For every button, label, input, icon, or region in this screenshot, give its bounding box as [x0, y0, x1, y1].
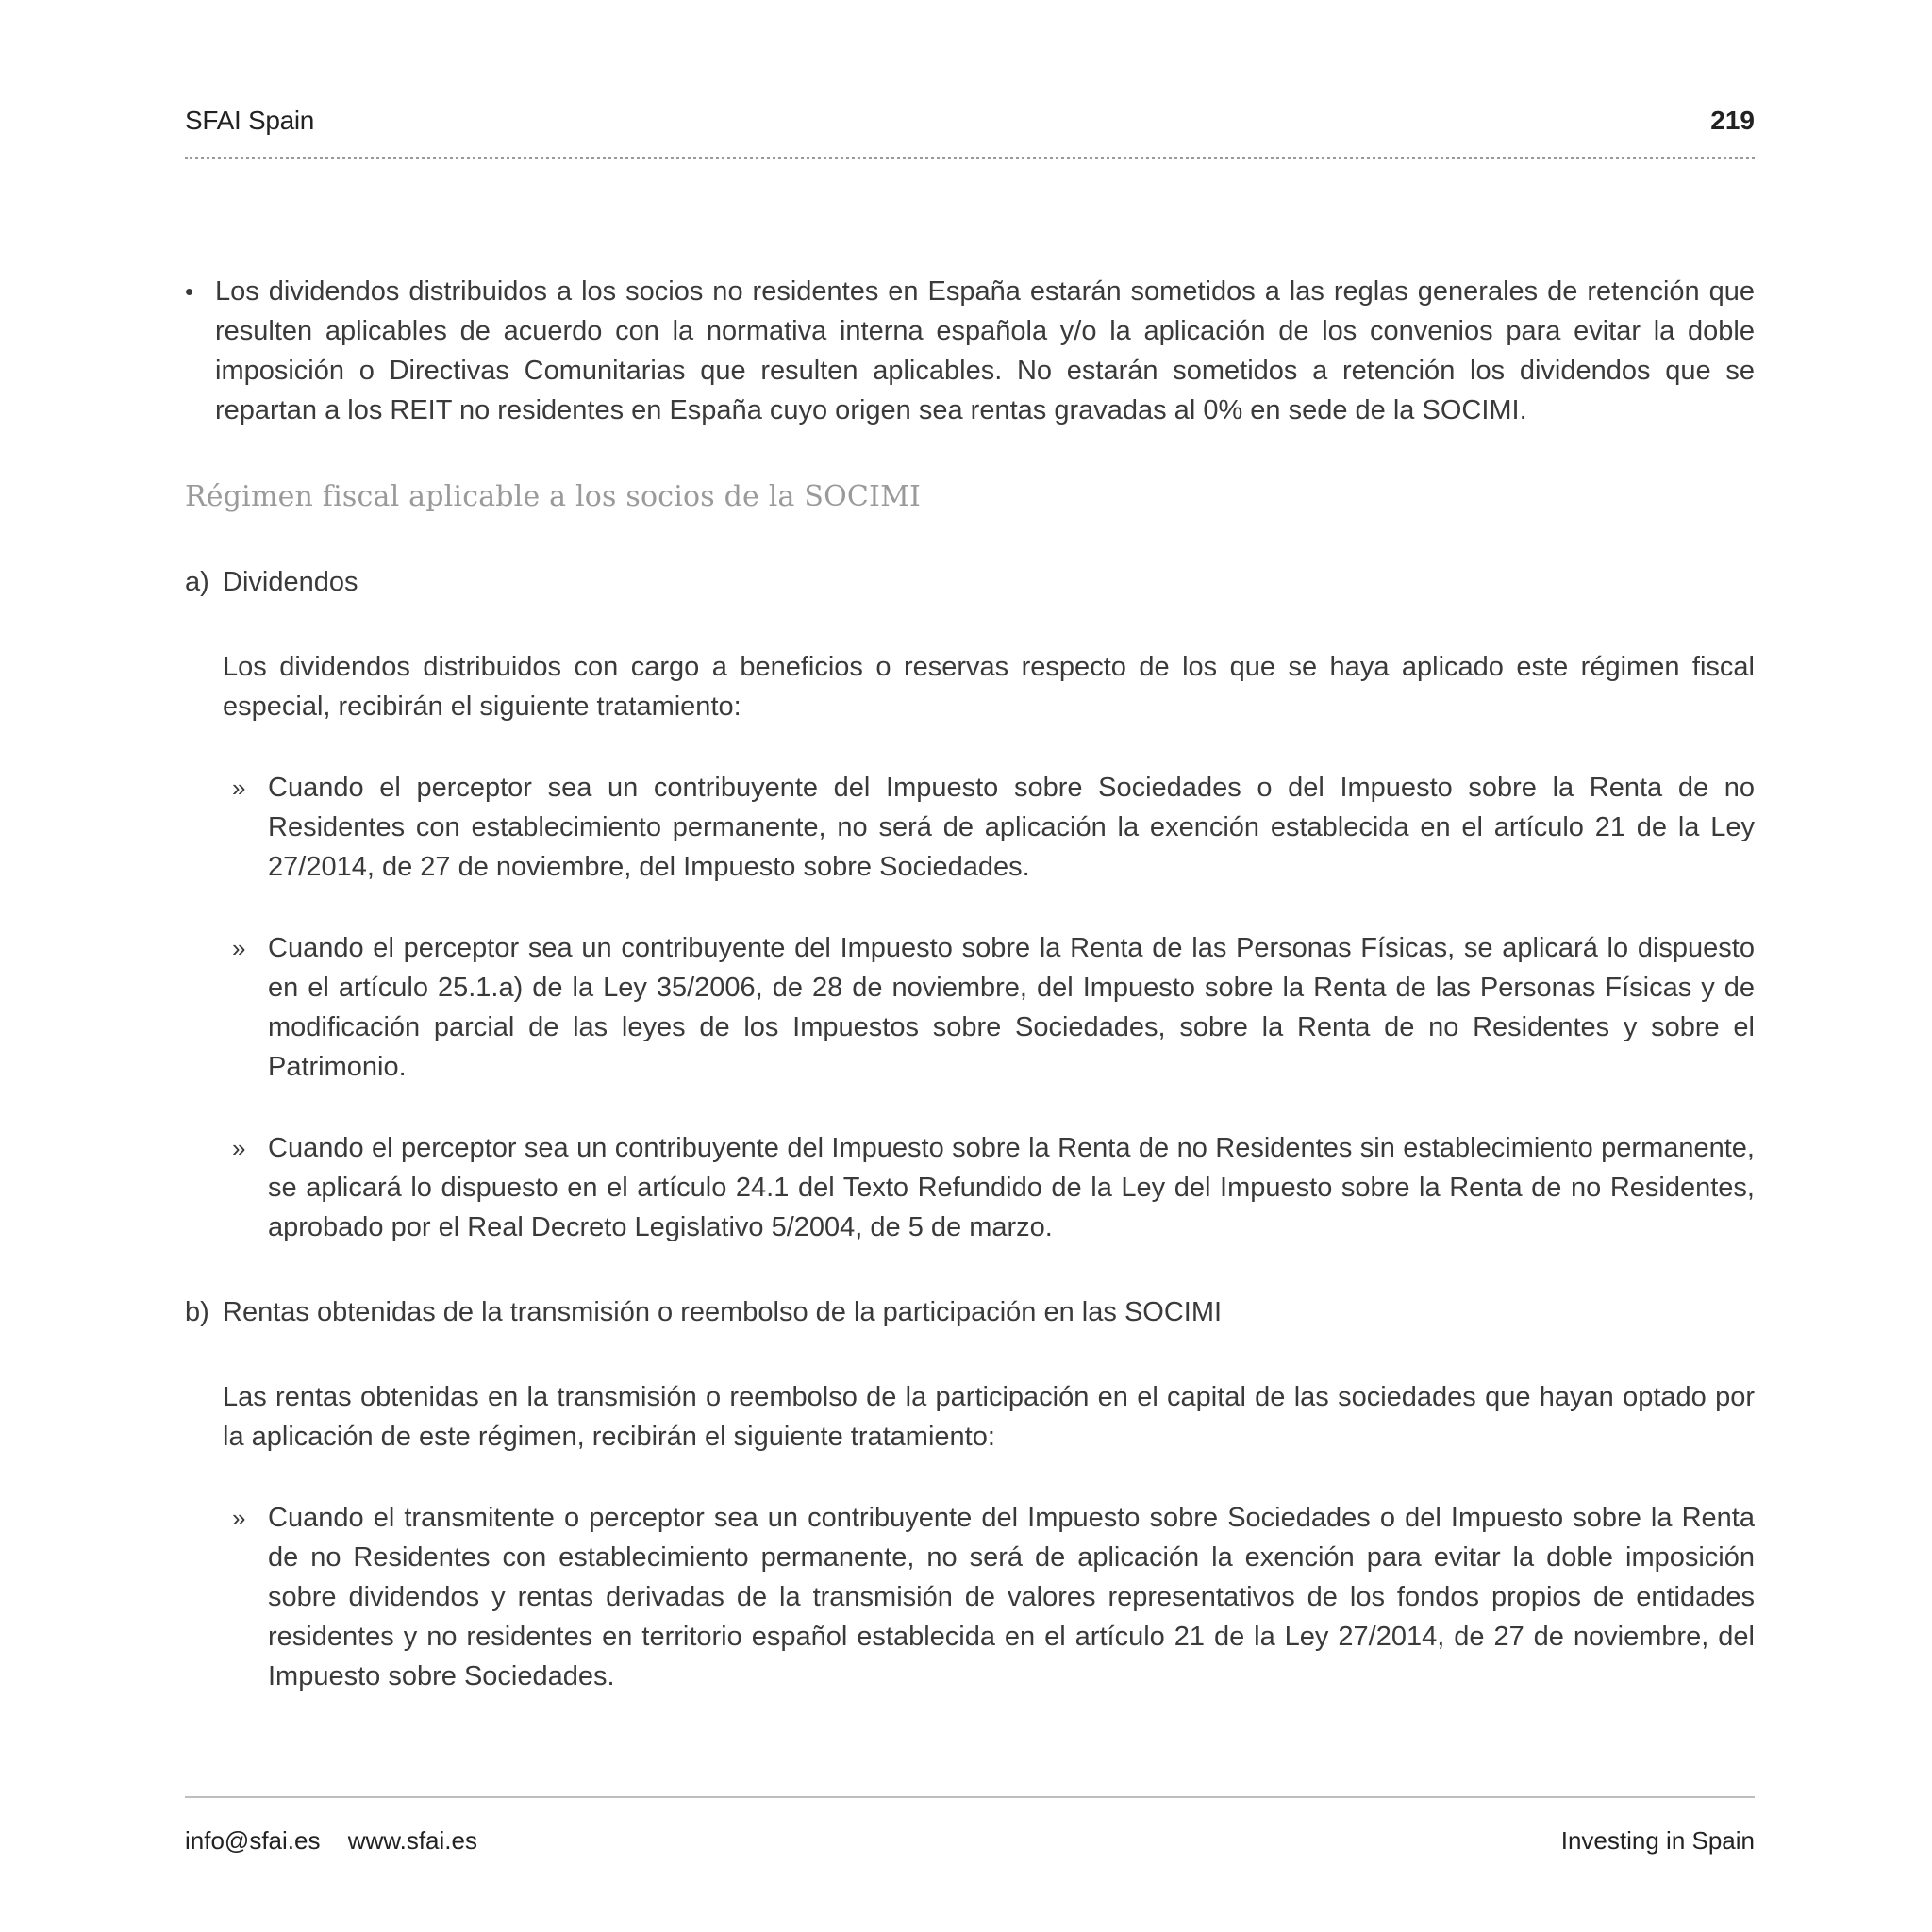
- page-content: [185, 272, 1755, 1696]
- header-title: SFAI Spain: [185, 106, 315, 135]
- section-b-title: [185, 1292, 1755, 1332]
- section-a-label: a): [185, 567, 209, 597]
- section-a-item-text: Cuando el perceptor sea un contribuyente del Impuesto sobre Sociedades o del Impuesto sobre la Renta de no Residentes con establecimiento permanente, no será de aplicación la exención establecida en el artículo 21 de la Ley 27/2014, de 27 de noviembre, del Impuesto sobre Sociedades.: [268, 773, 1755, 882]
- bullet-marker: •: [185, 277, 194, 306]
- page-footer: [185, 1826, 1755, 1856]
- footer-tagline: Investing in Spain: [1560, 1826, 1755, 1855]
- section-b-item-text: Cuando el transmitente o perceptor sea un contribuyente del Impuesto sobre Sociedades o del Impuesto sobre la Renta de no Residentes con establecimiento permanente, no será de aplicación la exención para evitar la doble imposición sobre dividendos y rentas derivadas de la transmisión de valores representativos de los fondos propios de entidades residentes y no residentes en territorio español establecida en el artículo 21 de la Ley 27/2014, de 27 de noviembre, del Impuesto sobre Sociedades.: [268, 1503, 1755, 1691]
- section-a-item-text: Cuando el perceptor sea un contribuyente del Impuesto sobre la Renta de no Residentes sin establecimiento permanente, se aplicará lo dispuesto en el artículo 24.1 del Texto Refundido de la Ley del Impuesto sobre la Renta de no Residentes, aprobado por el Real Decreto Legislativo 5/2004, de 5 de marzo.: [268, 1133, 1755, 1242]
- footer-email-link[interactable]: info@sfai.es: [185, 1826, 321, 1855]
- section-a-item-2: [223, 928, 1755, 1087]
- bullet-paragraph: [185, 272, 1755, 430]
- sub-marker: »: [232, 934, 246, 962]
- sub-marker: »: [232, 1134, 246, 1162]
- footer-divider: [185, 1796, 1755, 1798]
- header-dotted-divider: [185, 157, 1755, 159]
- section-a-item-text: Cuando el perceptor sea un contribuyente del Impuesto sobre la Renta de las Personas Físicas, se aplicará lo dispuesto en el artículo 25.1.a) de la Ley 35/2006, de 28 de noviembre, del Impuesto sobre la Renta de las Personas Físicas y de modificación parcial de las leyes de los Impuestos sobre Sociedades, sobre la Renta de no Residentes y sobre el Patrimonio.: [268, 933, 1755, 1082]
- bullet-text: Los dividendos distribuidos a los socios no residentes en España estarán sometidos a las reglas generales de retención que resulten aplicables de acuerdo con la normativa interna española y/o la aplicación de los convenios para evitar la doble imposición o Directivas Comunitarias que resulten aplicables. No estarán sometidos a retención los dividendos que se repartan a los REIT no residentes en España cuyo origen sea rentas gravadas al 0% en sede de la SOCIMI.: [215, 276, 1755, 425]
- section-heading: Régimen fiscal aplicable a los socios de la SOCIMI: [185, 480, 922, 513]
- sub-marker: »: [232, 774, 246, 802]
- section-a-item-1: [223, 768, 1755, 887]
- page-number: 219: [1710, 106, 1755, 135]
- section-b-heading: Rentas obtenidas de la transmisión o reembolso de la participación en las SOCIMI: [223, 1297, 1223, 1327]
- section-a-item-3: [223, 1128, 1755, 1247]
- section-a-heading: Dividendos: [223, 567, 358, 597]
- section-b-label: b): [185, 1297, 209, 1327]
- section-a-title: [185, 562, 1755, 602]
- footer-website-link[interactable]: www.sfai.es: [347, 1826, 477, 1855]
- sub-marker: »: [232, 1504, 246, 1532]
- section-b-item-1: [223, 1498, 1755, 1696]
- section-b-intro: Las rentas obtenidas en la transmisión o reembolso de la participación en el capital de las sociedades que hayan optado por la aplicación de este régimen, recibirán el siguiente tratamiento:: [223, 1382, 1755, 1452]
- page-header: [185, 106, 1755, 136]
- section-a-intro: Los dividendos distribuidos con cargo a beneficios o reservas respecto de los que se haya aplicado este régimen fiscal especial, recibirán el siguiente tratamiento:: [223, 652, 1755, 722]
- footer-contact: [185, 1826, 477, 1856]
